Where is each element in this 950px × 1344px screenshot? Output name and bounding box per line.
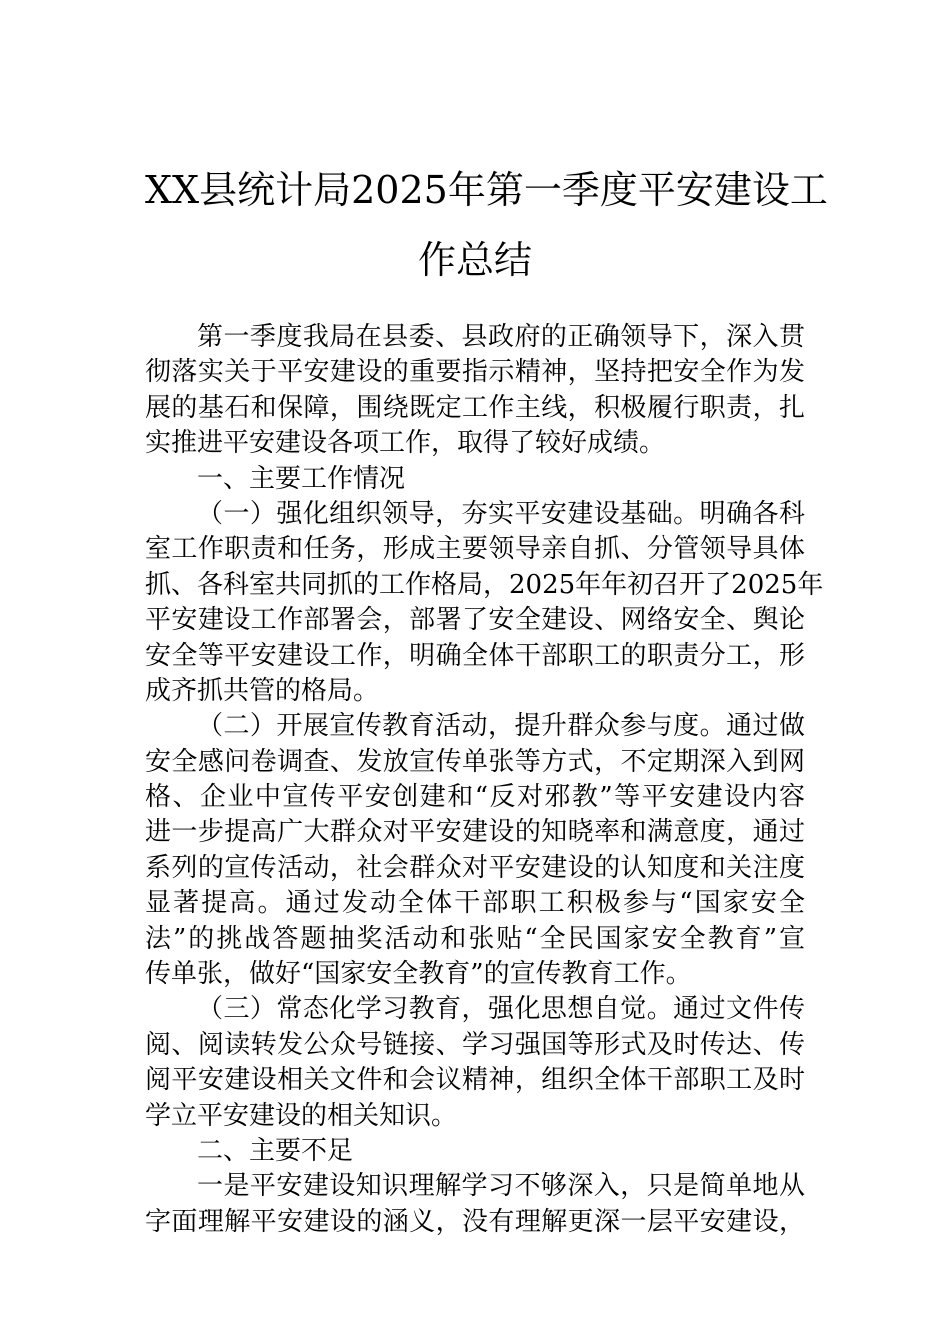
body-line: 格、企业中宣传平安创建和“反对邪教”等平安建设内容 [145, 782, 805, 813]
document-title-line-2: 作总结 [417, 238, 532, 282]
body-line: （三）常态化学习教育，强化思想自觉。通过文件传 [197, 994, 805, 1025]
body-line: （一）强化组织领导，夯实平安建设基础。明确各科 [197, 498, 805, 529]
body-line: 第一季度我局在县委、县政府的正确领导下，深入贯 [197, 322, 805, 352]
body-line: 实推进平安建设各项工作，取得了较好成绩。 [145, 428, 666, 459]
body-line: 二、主要不足 [197, 1135, 354, 1166]
document-title-line-1: XX县统计局2025年第一季度平安建设工 [145, 168, 828, 212]
body-line: 一是平安建设知识理解学习不够深入，只是简单地从 [197, 1171, 805, 1202]
body-line: 字面理解平安建设的涵义，没有理解更深一层平安建设， [145, 1206, 805, 1237]
body-line: （二）开展宣传教育活动，提升群众参与度。通过做 [197, 711, 805, 742]
body-line: 显著提高。通过发动全体干部职工积极参与“国家安全 [145, 888, 805, 919]
body-line: 室工作职责和任务，形成主要领导亲自抓、分管领导具体 [145, 534, 805, 565]
body-line: 进一步提高广大群众对平安建设的知晓率和满意度，通过 [145, 817, 805, 848]
document-body [145, 320, 824, 1240]
body-line: 阅平安建设相关文件和会议精神，组织全体干部职工及时 [145, 1065, 805, 1096]
body-line: 彻落实关于平安建设的重要指示精神，坚持把安全作为发 [145, 357, 805, 388]
body-line: 平安建设工作部署会，部署了安全建设、网络安全、舆论 [145, 605, 805, 636]
body-line: 安全感问卷调查、发放宣传单张等方式，不定期深入到网 [145, 746, 805, 777]
body-line: 抓、各科室共同抓的工作格局，2025年年初召开了2025年 [145, 569, 824, 600]
body-line: 一、主要工作情况 [197, 463, 406, 494]
body-line: 成齐抓共管的格局。 [145, 675, 380, 706]
body-line: 传单张，做好“国家安全教育”的宣传教育工作。 [145, 959, 692, 990]
body-line: 系列的宣传活动，社会群众对平安建设的认知度和关注度 [145, 852, 805, 883]
body-line: 安全等平安建设工作，明确全体干部职工的职责分工，形 [145, 640, 805, 671]
body-line: 阅、阅读转发公众号链接、学习强国等形式及时传达、传 [145, 1029, 805, 1060]
body-line: 学立平安建设的相关知识。 [145, 1100, 458, 1131]
body-line: 法”的挑战答题抽奖活动和张贴“全民国家安全教育”宣 [145, 923, 805, 954]
body-line: 展的基石和保障，围绕既定工作主线，积极履行职责，扎 [145, 392, 805, 423]
